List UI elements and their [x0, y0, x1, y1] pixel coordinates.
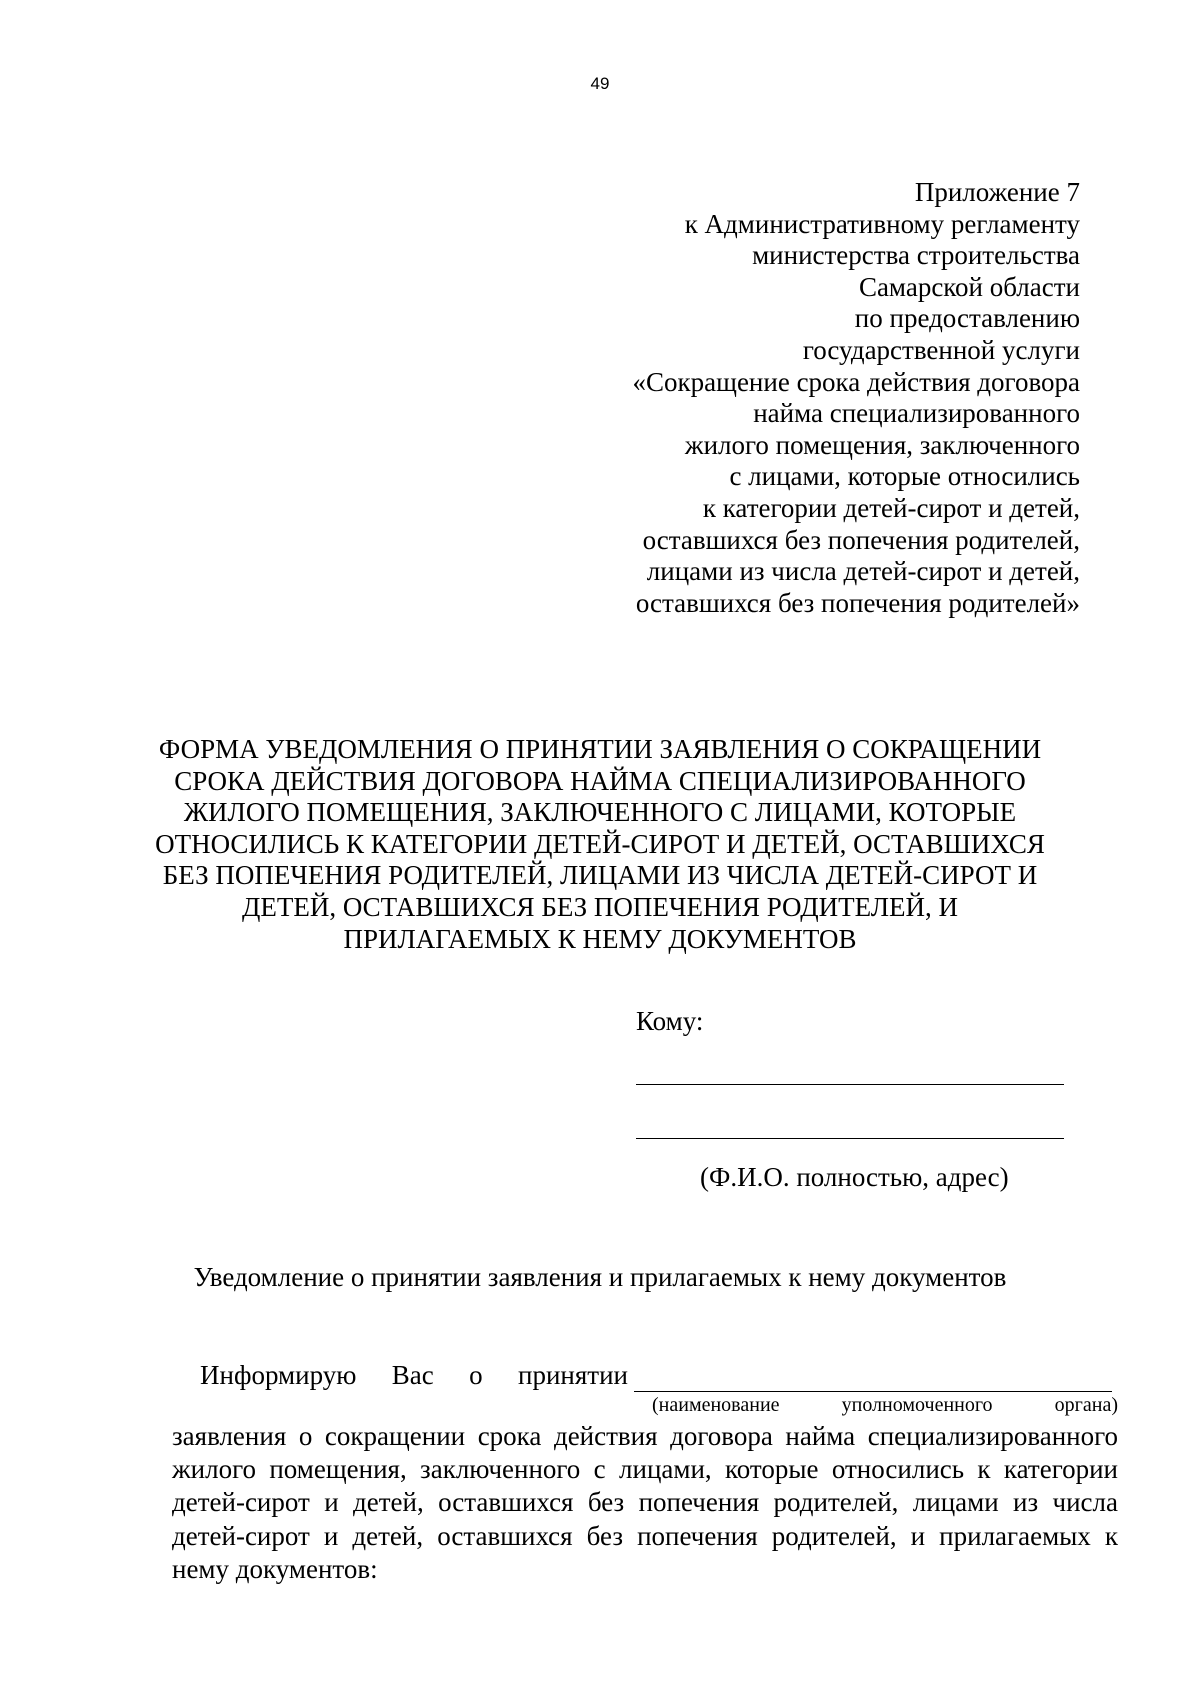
form-title: [100, 734, 1100, 955]
appendix-line: Самарской области: [858, 271, 1080, 302]
authority-hint-word: (наименование: [652, 1394, 780, 1416]
body-paragraph: [172, 1420, 1118, 1586]
body-line: заявления о сокращении срока действия договора найма специализированного: [172, 1421, 1118, 1451]
appendix-line: Приложение 7: [914, 177, 1080, 207]
appendix-line: оставшихся без попечения родителей,: [642, 524, 1080, 555]
appendix-line: министерства строительства: [752, 240, 1080, 271]
appendix-line: найма специализированного: [753, 398, 1080, 429]
form-title-line: ОТНОСИЛИСЬ К КАТЕГОРИИ ДЕТЕЙ-СИРОТ И ДЕТЕЙ, ОСТАВШИХСЯ: [155, 828, 1045, 859]
form-title-line: СРОКА ДЕЙСТВИЯ ДОГОВОРА НАЙМА СПЕЦИАЛИЗИРОВАННОГО: [174, 765, 1026, 796]
authority-hint: [652, 1393, 1118, 1417]
appendix-line: жилого помещения, заключенного: [684, 429, 1080, 460]
notice-heading: Уведомление о принятии заявления и прилагаемых к нему документов: [193, 1262, 1007, 1292]
appendix-line: по предоставлению: [854, 303, 1080, 334]
appendix-line: с лицами, которые относились: [729, 461, 1080, 492]
form-title-line: ФОРМА УВЕДОМЛЕНИЯ О ПРИНЯТИИ ЗАЯВЛЕНИЯ О СОКРАЩЕНИИ: [158, 734, 1042, 764]
authority-hint-word: уполномоченного: [841, 1394, 993, 1416]
appendix-line: к Административному регламенту: [684, 208, 1080, 239]
recipient-label: Кому:: [636, 1006, 704, 1036]
body-line: детей-сирот и детей, оставшихся без попечения родителей, лицами из числа: [172, 1487, 1118, 1518]
body-line: жилого помещения, заключенного с лицами, которые относились к категории: [172, 1454, 1118, 1485]
inform-word: Вас: [391, 1360, 434, 1390]
page-number: 49: [590, 74, 610, 93]
inform-phrase: [200, 1360, 628, 1391]
form-title-line: ДЕТЕЙ, ОСТАВШИХСЯ БЕЗ ПОПЕЧЕНИЯ РОДИТЕЛЕЙ, И: [241, 891, 959, 922]
form-title-line: БЕЗ ПОПЕЧЕНИЯ РОДИТЕЛЕЙ, ЛИЦАМИ ИЗ ЧИСЛА ДЕТЕЙ-СИРОТ И: [162, 860, 1038, 891]
body-line: детей-сирот и детей, оставшихся без попечения родителей, и прилагаемых к: [172, 1520, 1118, 1551]
appendix-header: [440, 177, 1080, 619]
inform-word: о: [469, 1360, 483, 1390]
appendix-line: к категории детей-сирот и детей,: [702, 492, 1080, 523]
appendix-line: лицами из числа детей-сирот и детей,: [646, 556, 1080, 587]
body-line: нему документов:: [172, 1553, 378, 1584]
recipient-hint: (Ф.И.О. полностью, адрес): [700, 1162, 1009, 1192]
appendix-line: государственной услуги: [802, 334, 1080, 365]
inform-word: Информирую: [200, 1360, 357, 1390]
appendix-line: оставшихся без попечения родителей»: [635, 587, 1080, 618]
authority-fill-line[interactable]: [634, 1391, 1112, 1392]
form-title-line: ЖИЛОГО ПОМЕЩЕНИЯ, ЗАКЛЮЧЕННОГО С ЛИЦАМИ, КОТОРЫЕ: [183, 797, 1017, 828]
inform-word: принятии: [518, 1360, 628, 1390]
recipient-fill-line[interactable]: [636, 1138, 1064, 1139]
form-title-line: ПРИЛАГАЕМЫХ К НЕМУ ДОКУМЕНТОВ: [343, 923, 857, 954]
authority-hint-word: органа): [1054, 1394, 1118, 1416]
appendix-line: «Сокращение срока действия договора: [632, 366, 1080, 397]
recipient-fill-line[interactable]: [636, 1084, 1064, 1085]
